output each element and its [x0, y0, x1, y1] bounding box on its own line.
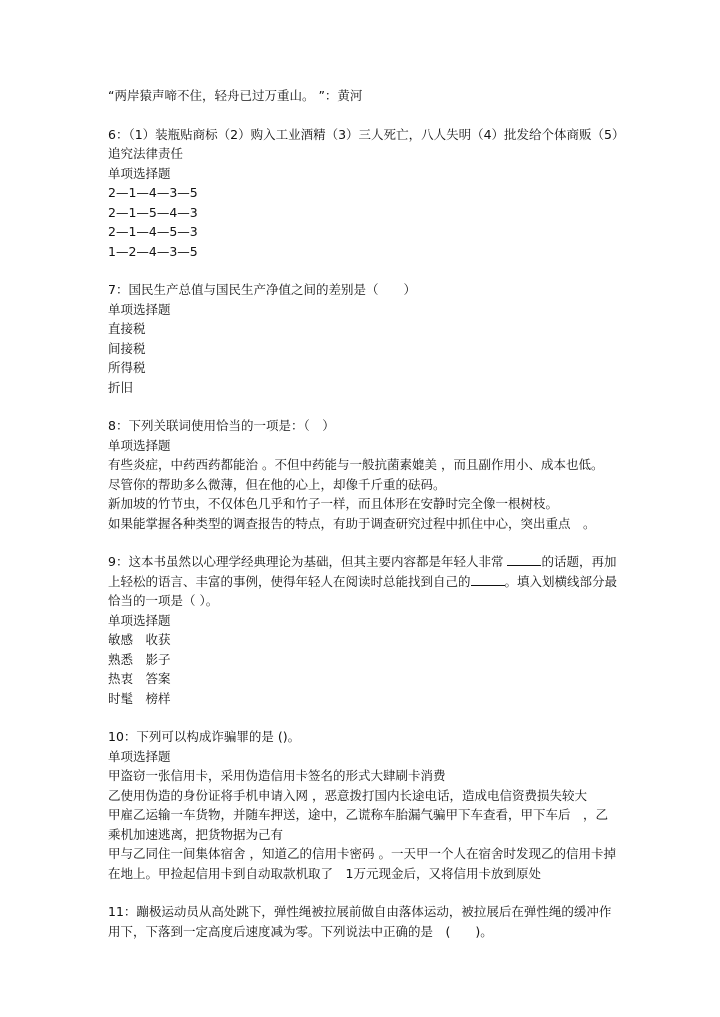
- question-9-blank-2: [471, 573, 505, 586]
- question-11-stem: 11：蹦极运动员从高处跳下，弹性绳被拉展前做自由落体运动，被拉展后在弹性绳的缓冲作用下，下落到一定高度后速度减为零。下列说法中正确的是 ( )。: [108, 904, 612, 939]
- question-10-option-c: 甲雇乙运输一车货物，并随车押送，途中，乙谎称车胎漏气骗甲下车查看，甲下车后 ，乙乘机加速逃离，把货物据为己有: [108, 807, 609, 842]
- question-8-type: 单项选择题: [108, 437, 171, 453]
- question-7-option-c: 所得税: [108, 360, 146, 375]
- question-7-option-d: 折旧: [108, 379, 134, 395]
- question-10-stem: 10：下列可以构成诈骗罪的是 ()。: [108, 729, 301, 744]
- question-9-stem: [108, 552, 620, 611]
- question-9-blank-1: [507, 553, 541, 566]
- question-9-stem-part-2: 的话题，再加上轻松的语言、丰富的事例，使得年轻人在阅读时总能找到自己的: [108, 554, 617, 589]
- question-7-stem: 7：国民生产总值与国民生产净值之间的差别是（ ）: [108, 282, 416, 297]
- question-7-option-b: 间接税: [108, 340, 146, 356]
- question-7-option-a: 直接税: [108, 321, 146, 336]
- question-6-option-b: 2—1—5—4—3: [108, 204, 198, 220]
- question-9-stem-part-1: 9：这本书虽然以心理学经典理论为基础，但其主要内容都是年轻人非常: [108, 554, 504, 569]
- question-8-option-b: 尽管你的帮助多么微薄，但在他的心上，却像千斤重的砝码。: [108, 476, 446, 492]
- question-6-option-c: 2—1—4—5—3: [108, 224, 198, 239]
- question-9-option-b: 熟悉 影子: [108, 651, 171, 667]
- question-7-type: 单项选择题: [108, 301, 171, 317]
- intro-line: “两岸猿声啼不住，轻舟已过万重山。 ”：黄河: [108, 88, 363, 103]
- question-6-option-a: 2—1—4—3—5: [108, 185, 198, 200]
- document-page: [108, 86, 620, 941]
- question-9-type: 单项选择题: [108, 612, 171, 628]
- question-8-option-d: 如果能掌握各种类型的调查报告的特点，有助于调查研究过程中抓住中心，突出重点 。: [108, 515, 596, 531]
- question-6-type: 单项选择题: [108, 165, 171, 181]
- question-9-option-c: 热衷 答案: [108, 671, 171, 686]
- question-8-option-a: 有些炎症，中药西药都能治 。不但中药能与一般抗菌素媲美 ，而且副作用小、成本也低。: [108, 457, 604, 472]
- question-8-option-c: 新加坡的竹节虫，不仅体色几乎和竹子一样，而且体形在安静时完全像一根树枝。: [108, 496, 559, 511]
- question-6-option-d: 1—2—4—3—5: [108, 243, 198, 259]
- question-6-stem: 6：（1）装瓶贴商标（2）购入工业酒精（3）三人死亡，八人失明（4）批发给个体商贩（5）追究法律责任: [108, 126, 619, 161]
- question-9-stem-part-3: 。填入划横线部分最恰当的一项是（ ）。: [108, 573, 618, 608]
- question-9-option-a: 敏感 收获: [108, 632, 171, 647]
- question-10-option-d: 甲与乙同住一间集体宿舍 ，知道乙的信用卡密码 。一天甲一个人在宿舍时发现乙的信用卡掉在地上。甲捡起信用卡到自动取款机取了 1万元现金后，又将信用卡放到原处: [108, 846, 616, 881]
- question-10-type: 单项选择题: [108, 748, 171, 764]
- question-10-option-b: 乙使用伪造的身份证将手机申请入网 ，恶意拨打国内长途电话，造成电信资费损失较大: [108, 787, 587, 803]
- question-10-option-a: 甲盗窃一张信用卡，采用伪造信用卡签名的形式大肆刷卡消费: [108, 768, 446, 783]
- question-9-option-d: 时髦 榜样: [108, 690, 171, 706]
- question-8-stem: 8：下列关联词使用恰当的一项是：（ ）: [108, 418, 335, 433]
